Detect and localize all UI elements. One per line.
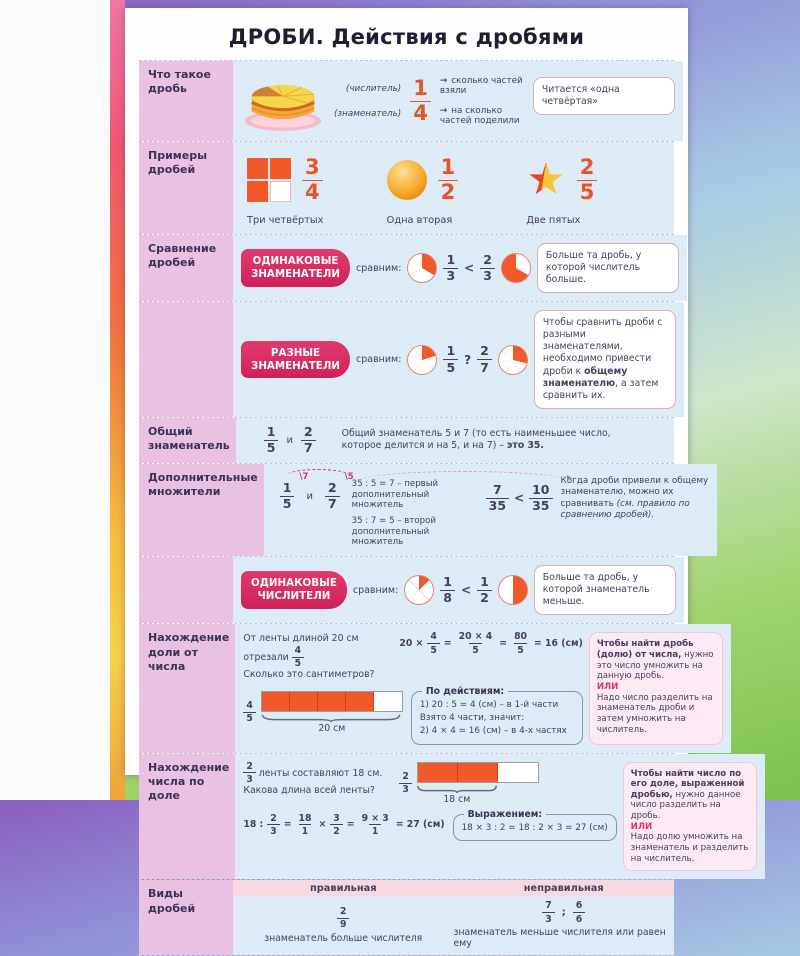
step-line: Взято 4 части, значит: [419, 713, 525, 724]
badge-different-denominators: РАЗНЫЕ ЗНАМЕНАТЕЛИ [241, 341, 350, 379]
explanation-line: 35 : 7 = 5 – второй дополнительный множитель [351, 515, 436, 548]
section-label: Примеры дробей [148, 149, 208, 177]
fraction: $\frac{2}{7}$ [301, 426, 316, 455]
fraction-with-multiplier: \5 2 7 [325, 482, 340, 511]
ribbon-diagram [243, 691, 402, 734]
steps-box [411, 685, 583, 745]
ribbon-length: 18 см [443, 793, 471, 805]
badge-same-numerators: ОДИНАКОВЫЕ ЧИСЛИТЕЛИ [241, 571, 347, 609]
fraction-part-notes [440, 76, 524, 125]
example-two-fifths [526, 155, 666, 226]
fraction: $\frac{2}{3}$ [267, 814, 279, 837]
comparison-operator: ? [464, 352, 472, 367]
row-compare-different-denominators [139, 301, 674, 417]
section-label: Дополнительные множители [148, 470, 258, 499]
kinds-header [233, 880, 674, 896]
compare-label: сравним: [356, 262, 402, 274]
ribbon [417, 762, 539, 783]
additional-multiplier: \7 [299, 471, 309, 482]
ribbon-length: 20 см [318, 722, 346, 734]
ribbon [261, 691, 403, 712]
fraction: $\frac{4}{5}$ [427, 632, 439, 655]
improper-header: неправильная [523, 883, 604, 895]
step-line: 1) 20 : 5 = 4 (см) – в 1-й части [419, 699, 559, 710]
step-line: 2) 4 × 4 = 16 (см) – в 4-х частях [419, 726, 567, 737]
conjunction: и [306, 490, 313, 502]
fractions-poster [125, 8, 749, 950]
fraction: $\frac{2}{7}$ [477, 345, 492, 374]
conjunction: и [286, 434, 293, 446]
section-label: Виды дробей [148, 887, 196, 915]
task-text: $\frac{2}{3}$ ленты составляют 18 см. Какова длина всей ленты? [243, 760, 383, 797]
pie-one-half-icon [498, 575, 528, 605]
denominator-note: на сколько частей поделили [439, 105, 520, 126]
rule-box: Чтобы найти дробь (долю) от числа, нужно это число умножить на данную дробь. ИЛИ Надо число разделить на знаменатель дроби и затем умножить на числитель. [589, 632, 723, 744]
poster-table [139, 60, 749, 956]
orange-half-icon [387, 160, 427, 200]
common-denominator-text: Общий знаменатель 5 и 7 (то есть наименьшее число, которое делится и на 5, и на 7) – это 35. [341, 427, 611, 452]
steps-box-title: По действиям: [422, 685, 508, 699]
example-one-half [387, 155, 527, 226]
fraction-one-quarter: $\frac{1}{4}$ [410, 78, 431, 124]
page-title: ДРОБИ. Действия с дробями [228, 25, 585, 49]
fraction: $\frac{10}{35}$ [529, 484, 552, 513]
row-compare-same-numerators [139, 556, 674, 623]
section-label: Что такое дробь [148, 68, 211, 96]
section-label: Общий знаменатель [148, 424, 230, 453]
fraction: $\frac{4}{5}$ [243, 701, 255, 724]
pie-one-fifth-icon [407, 345, 437, 375]
fraction: $\frac{4}{5}$ [292, 646, 304, 669]
proper-caption: знаменатель больше числителя [264, 932, 423, 944]
fraction: $\frac{3}{4}$ [302, 157, 323, 203]
fraction: $\frac{18}{1}$ [298, 812, 312, 837]
background-left-panel [0, 0, 110, 800]
rule-box: Чтобы найти число по его доле, выраженной дробью, нужно данное число разделить на дробь. ИЛИ Надо долю умножить на знаменатель и разделить на числитель. [623, 762, 757, 872]
fraction: $\frac{9 \times 3}{1}$ [361, 812, 389, 837]
dashed-arc [286, 469, 350, 476]
fraction: $\frac{1}{2}$ [438, 157, 459, 203]
compare-label: сравним: [356, 354, 402, 365]
ribbon-diagram [399, 762, 538, 805]
row-compare-same-denominators [139, 234, 674, 301]
fraction: $\frac{2}{3}$ [399, 772, 411, 795]
row-fraction-examples [139, 141, 674, 234]
proper-column [233, 902, 454, 950]
example-caption: Одна вторая [386, 215, 453, 226]
multiplier-explanations [352, 479, 478, 548]
improper-caption: знаменатель меньше числителя или равен ему [453, 927, 666, 950]
fraction: $\frac{1}{8}$ [440, 576, 455, 605]
pie-one-third-icon [407, 253, 437, 283]
fraction: $\frac{1}{2}$ [477, 576, 492, 605]
arrow-icon: → [439, 76, 448, 87]
row-what-is-a-fraction [139, 60, 674, 141]
denominator-label: (знаменатель) [334, 108, 402, 119]
fraction: $\frac{6}{6}$ [573, 901, 585, 924]
underbrace [417, 785, 497, 793]
fraction: $\frac{2}{3}$ [480, 254, 495, 283]
fraction: $\frac{80}{5}$ [514, 631, 528, 656]
fraction: $\frac{1}{5}$ [264, 426, 279, 455]
pie-two-sevenths-icon [498, 345, 528, 375]
fraction: $\frac{2}{9}$ [337, 907, 349, 930]
formula: 18 : $\frac{2}{3}$ = $\frac{18}{1}$ × $\frac{3}{2}$ = $\frac{9 \times 3}{1}$ = 27 (см) [243, 812, 445, 837]
expression-box-title: Выражением: [464, 808, 547, 822]
or-label: ИЛИ [596, 682, 619, 693]
example-caption: Три четвёртых [247, 215, 324, 226]
example-three-quarters [247, 155, 387, 226]
explanation-line: 35 : 5 = 7 – первый дополнительный множитель [351, 478, 439, 511]
row-additional-multipliers [139, 463, 709, 556]
fraction: $\frac{2}{3}$ [243, 762, 255, 785]
fraction-with-multiplier: \7 1 5 [280, 482, 295, 511]
row-common-denominator [139, 417, 674, 463]
arrowhead [567, 475, 572, 481]
pie-two-thirds-icon [501, 253, 531, 283]
fraction: $\frac{1}{5}$ [443, 345, 458, 374]
fraction: $\frac{1}{3}$ [443, 254, 458, 283]
comparison-operator: < [514, 491, 525, 506]
fraction: $\frac{7}{35}$ [486, 484, 509, 513]
row-fraction-of-number [139, 623, 714, 752]
row-number-from-fraction [139, 753, 749, 880]
section-label: Нахождение числа по доле [148, 760, 230, 803]
fraction: $\frac{7}{3}$ [542, 901, 554, 924]
reads-note-box: Читается «одна четвёртая» [533, 77, 675, 115]
or-label: ИЛИ [630, 821, 653, 832]
fraction: $\frac{20 \times 4}{5}$ [458, 631, 493, 656]
section-label: Нахождение доли от числа [148, 631, 230, 674]
additional-multiplier: \5 [344, 471, 354, 482]
numerator-label: (числитель) [345, 83, 402, 94]
improper-column [454, 896, 675, 955]
section-label: Сравнение дробей [148, 242, 217, 270]
task-text: От ленты длиной 20 см отрезали $\frac{4}{5}$ Сколько это сантиметров? [243, 633, 375, 681]
numerator-note: сколько частей взяли [439, 76, 523, 97]
fraction: $\frac{2}{5}$ [577, 157, 598, 203]
underbrace [261, 714, 401, 722]
rule-note-box: Чтобы сравнить дроби с разными знаменателями, необходимо привести дроби к общему знаменателю, а затем сравнить их. [534, 310, 676, 409]
comparison-operator: < [464, 261, 475, 276]
compare-label: сравним: [352, 584, 399, 596]
cake-icon [241, 69, 325, 133]
arrow-icon: → [439, 105, 448, 116]
fraction-part-labels [334, 84, 401, 119]
proper-header: правильная [310, 883, 377, 895]
expression-line: 18 × 3 : 2 = 18 : 2 × 3 = 27 (см) [461, 822, 608, 833]
expression-box [453, 808, 617, 841]
fraction: $\frac{3}{2}$ [330, 814, 342, 837]
separator: ; [561, 907, 566, 919]
dashed-arc [359, 471, 569, 481]
star-icon: ★ [526, 154, 566, 205]
comparison-operator: < [461, 583, 472, 598]
rainbow-strip [110, 0, 125, 800]
row-kinds-of-fractions [139, 879, 674, 955]
squares-icon [247, 158, 291, 202]
note-text: Когда дроби привели к общему знаменателю, можно их сравнивать (см. правило по сравнению дробей). [560, 475, 709, 521]
badge-same-denominators: ОДИНАКОВЫЕ ЗНАМЕНАТЕЛИ [241, 249, 350, 287]
pie-one-eighth-icon [404, 575, 434, 605]
rule-note-box: Больше та дробь, у которой знаменатель меньше. [534, 565, 676, 615]
formula: 20 × $\frac{4}{5}$ = $\frac{20 \times 4}{5}$ = $\frac{80}{5}$ = 16 (см) [399, 631, 583, 656]
example-caption: Две пятых [526, 215, 581, 226]
rule-note-box: Больше та дробь, у которой числитель больше. [537, 243, 679, 293]
